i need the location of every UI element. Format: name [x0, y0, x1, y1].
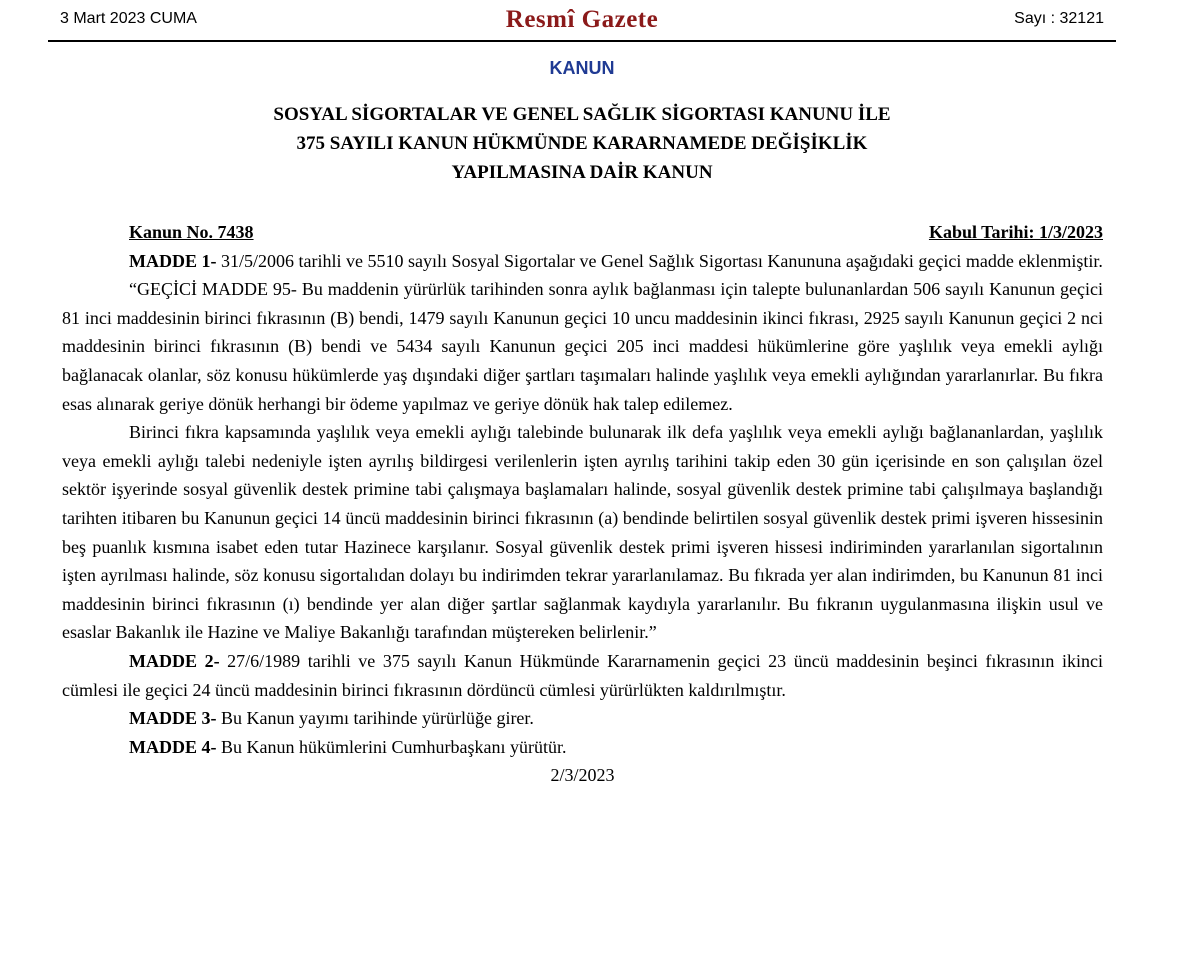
article-label: MADDE 3- [129, 708, 217, 729]
article-1 [62, 247, 1103, 276]
article-label: MADDE 2- [129, 650, 220, 671]
signature-date: 2/3/2023 [550, 765, 615, 786]
article-text: 31/5/2006 tarihli ve 5510 sayılı Sosyal Sigortalar ve Genel Sağlık Sigortası Kanununa aşağıdaki geçici madde eklenmiştir. [216, 250, 1103, 271]
article-label: MADDE 4- [129, 736, 217, 757]
gazette-title: Resmî Gazete [505, 6, 659, 33]
law-title-line: YAPILMASINA DAİR KANUN [451, 162, 713, 183]
issue-number: Sayı : 32121 [1014, 10, 1104, 27]
article-3 [62, 704, 1103, 733]
gazette-header [48, 0, 1116, 42]
article-text: 27/6/1989 tarihli ve 375 sayılı Kanun Hükmünde Kararnamenin geçici 23 üncü maddesinin beşinci fıkrasının ikinci cümlesi ile geçici 24 üncü maddesinin birinci fıkrasının dördüncü cümlesi yürürlükten kaldırılmıştır. [62, 650, 1103, 700]
acceptance-date: Kabul Tarihi: 1/3/2023 [928, 222, 1103, 242]
article-1-paragraph-2: Birinci fıkra kapsamında yaşlılık veya emekli aylığı talebinde bulunarak ilk defa yaşlılık veya emekli aylığı bağlananlardan, yaşlılık veya emekli aylığı talebi nedeniyle işten ayrılış bildirgesi verilenlerin işten ayrılış tarihini takip eden 30 gün içerisinde en son çalışılan özel sektör işyerinde sosyal güvenlik destek primine tabi çalışmaya başlamaları halinde, sosyal güvenlik destek primine tabi çalışılmaya başlandığı tarihten itibaren bu Kanunun geçici 14 üncü maddesinin birinci fıkrasının (a) bendinde belirtilen sosyal güvenlik destek primi işveren hissesinin beş puanlık kısmına isabet eden tutar Hazinece karşılanır. Sosyal güvenlik destek primi işveren hissesi indiriminden yararlanılan sigortalının işten ayrılması halinde, söz konusu sigortalıdan dolayı bu indirimden tekrar yararlanılamaz. Bu fıkrada yer alan indirimden, bu Kanunun 81 inci maddesinin birinci fıkrasının (ı) bendinde yer alan diğer şartlar sağlanmak kaydıyla yararlanılır. Bu fıkranın uygulanmasına ilişkin usul ve esaslar Bakanlık ile Hazine ve Maliye Bakanlığı tarafından müştereken belirlenir.” [62, 422, 1103, 643]
article-2 [62, 647, 1103, 704]
article-label: MADDE 1- [129, 250, 217, 271]
law-meta [62, 218, 1103, 247]
law-body [62, 218, 1103, 790]
law-title-line: 375 SAYILI KANUN HÜKMÜNDE KARARNAMEDE DEĞİŞİKLİK [296, 133, 868, 154]
publication-date: 3 Mart 2023 CUMA [60, 10, 197, 27]
article-text: Bu Kanun yayımı tarihinde yürürlüğe girer. [216, 708, 534, 729]
article-4 [62, 733, 1103, 762]
section-label: KANUN [549, 58, 615, 78]
law-title-line: SOSYAL SİGORTALAR VE GENEL SAĞLIK SİGORTASI KANUNU İLE [273, 104, 891, 125]
article-text: Bu Kanun hükümlerini Cumhurbaşkanı yürütür. [216, 736, 567, 757]
article-1-provisional-95: “GEÇİCİ MADDE 95- Bu maddenin yürürlük tarihinden sonra aylık bağlanması için talepte bulunanlardan 506 sayılı Kanunun geçici 81 inci maddesinin birinci fıkrasının (B) bendi, 1479 sayılı Kanunun geçici 10 uncu maddesinin ikinci fıkrası, 2925 sayılı Kanunun geçici 2 nci maddesinin birinci fıkrasının (B) bendi ve 5434 sayılı Kanunun geçici 205 inci maddesi hükümlerine göre yaşlılık veya emekli aylığı bağlanacak olanlar, söz konusu hükümlerde yaş dışındaki diğer şartları taşımaları halinde yaşlılık veya emekli aylığından yararlanırlar. Bu fıkra esas alınarak geriye dönük herhangi bir ödeme yapılmaz ve geriye dönük hak talep edilemez. [62, 279, 1103, 414]
law-number: Kanun No. 7438 [129, 222, 254, 242]
law-title [0, 100, 1164, 187]
